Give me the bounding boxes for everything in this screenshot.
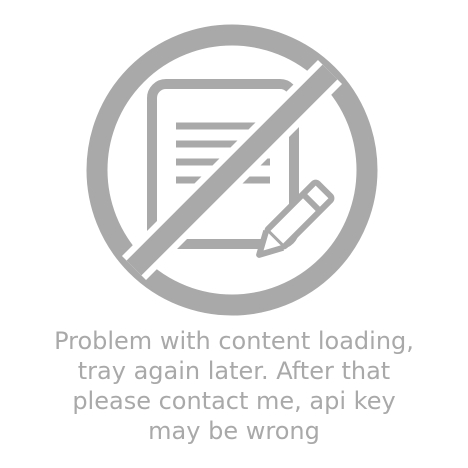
error-message-line: Problem with content loading, (54, 327, 414, 355)
error-message (0, 326, 468, 446)
error-message-line: may be wrong (148, 417, 320, 445)
error-message-line: tray again later. After that (77, 357, 391, 385)
error-message-line: please contact me, api key (72, 387, 396, 415)
prohibition-slash-bar (134, 72, 330, 268)
no-content-icon (84, 22, 380, 318)
